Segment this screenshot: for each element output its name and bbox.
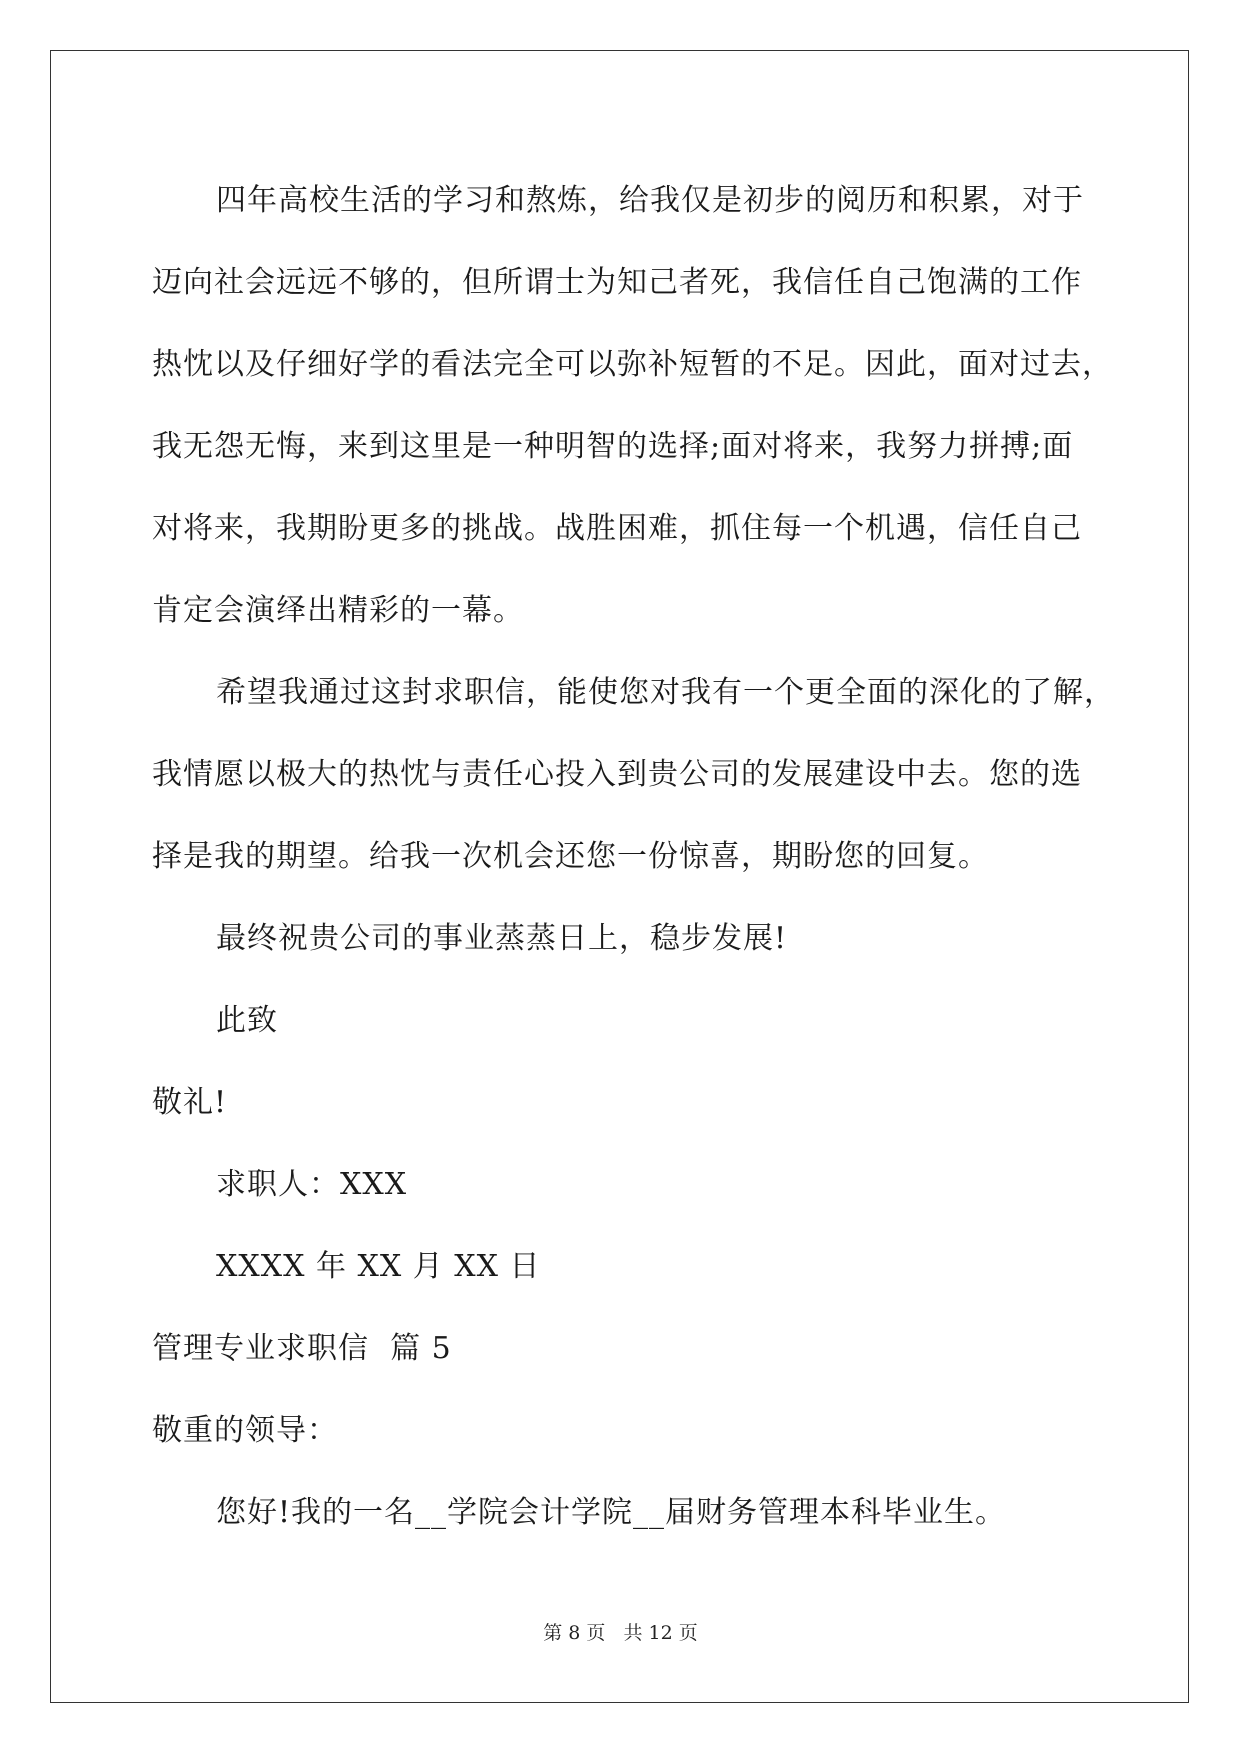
paragraph-line: 我无怨无悔，来到这里是一种明智的选择;面对将来，我努力拼搏;面 xyxy=(152,429,1074,464)
paragraph-line: 对将来，我期盼更多的挑战。战胜困难，抓住每一个机遇，信任自己 xyxy=(152,511,1082,546)
paragraph-line: 希望我通过这封求职信，能使您对我有一个更全面的深化的了解， xyxy=(216,675,1115,710)
closing-wish: 最终祝贵公司的事业蒸蒸日上，稳步发展! xyxy=(216,921,788,956)
applicant-signature: 求职人：XXX xyxy=(216,1167,408,1202)
paragraph-line: 热忱以及仔细好学的看法完全可以弥补短暂的不足。因此，面对过去， xyxy=(152,347,1113,382)
intro-line: 您好!我的一名__学院会计学院__届财务管理本科毕业生。 xyxy=(216,1495,1007,1530)
letter-date: XXXX 年 XX 月 XX 日 xyxy=(216,1249,541,1284)
paragraph-line: 四年高校生活的学习和熬炼，给我仅是初步的阅历和积累，对于 xyxy=(216,183,1084,218)
paragraph-line: 择是我的期望。给我一次机会还您一份惊喜，期盼您的回复。 xyxy=(152,839,989,874)
paragraph-line: 肯定会演绎出精彩的一幕。 xyxy=(152,593,524,628)
salutation-cizhi: 此致 xyxy=(216,1003,278,1038)
page-total: 共 12 页 xyxy=(623,1622,698,1644)
paragraph-line: 迈向社会远远不够的，但所谓士为知己者死，我信任自己饱满的工作 xyxy=(152,265,1082,300)
page-footer xyxy=(0,1618,1241,1645)
section-title: 管理专业求职信 篇 5 xyxy=(152,1331,452,1366)
page-number: 第 8 页 xyxy=(543,1622,606,1644)
document-body xyxy=(152,160,1115,1554)
greeting: 敬重的领导： xyxy=(152,1413,338,1448)
salutation-jingli: 敬礼! xyxy=(152,1085,228,1120)
paragraph-line: 我情愿以极大的热忱与责任心投入到贵公司的发展建设中去。您的选 xyxy=(152,757,1082,792)
